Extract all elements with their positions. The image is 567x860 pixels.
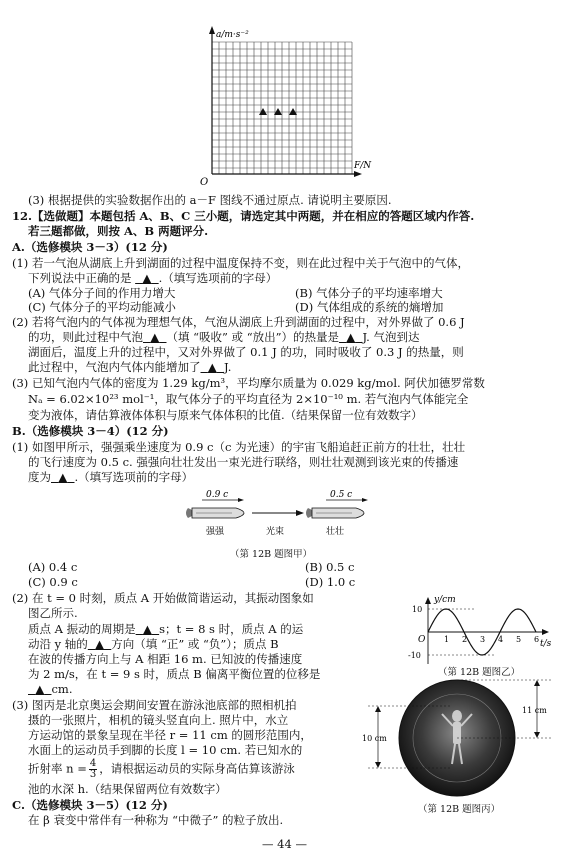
y-tick-10: 10 bbox=[412, 605, 423, 614]
origin-label: O bbox=[418, 635, 426, 645]
a1-option-a: (A) 气体分子间的作用力增大 bbox=[28, 286, 176, 300]
a2-line4: 此过程中，气泡内气体内能增加了 ▲ J. bbox=[28, 360, 232, 374]
figure-jia-caption: （第 12B 题图甲） bbox=[230, 549, 313, 560]
b1-option-a: (A) 0.4 c bbox=[28, 560, 78, 574]
x-axis-label: t/s bbox=[540, 639, 552, 649]
x-tick-label: 6 bbox=[534, 635, 540, 644]
top-graph bbox=[190, 22, 390, 192]
figure-yi-caption: （第 12B 题图乙） bbox=[438, 667, 521, 678]
figure-bing-caption: （第 12B 题图丙） bbox=[418, 804, 501, 815]
a1-option-b: (B) 气体分子的平均速率增大 bbox=[295, 286, 443, 300]
spaceship-qiangqiang bbox=[186, 508, 244, 518]
figure-bing bbox=[362, 676, 562, 801]
b1-option-d: (D) 1.0 c bbox=[305, 575, 356, 589]
b1-line2: 的飞行速度为 0.5 c. 强强向壮壮发出一束光进行联络，则壮壮观测到该光束的传播速 bbox=[28, 455, 459, 469]
b3-line2: 摄的一张照片，相机的镜头竖直向上. 照片中，水立 bbox=[28, 713, 289, 727]
b3-line4: 水面上的运动员手到脚的长度 l = 10 cm. 若已知水的 bbox=[28, 743, 303, 757]
speed-label-left: 0.9 c bbox=[206, 490, 229, 500]
b1-line1: (1) 如图甲所示，强强乘坐速度为 0.9 c（c 为光速）的宇宙飞船追赶正前方的壮壮，壮壮 bbox=[12, 440, 466, 454]
a3-line3: 变为液体，请估算液体体积与原来气体体积的比值.（结果保留一位有效数字） bbox=[28, 408, 423, 422]
b1-line3: 度为 ▲ .（填写选项前的字母） bbox=[28, 470, 194, 484]
a1-option-d: (D) 气体组成的系统的熵增加 bbox=[295, 300, 444, 314]
b1-option-c: (C) 0.9 c bbox=[28, 575, 78, 589]
y-axis-label: y/cm bbox=[434, 595, 456, 605]
b2-line4: 动沿 y 轴的 ▲ 方向（填 “正” 或 “负”）；质点 B bbox=[28, 637, 279, 651]
label-zhuangzhuang: 壮壮 bbox=[326, 527, 345, 537]
y-axis-label: a/m·s⁻² bbox=[216, 30, 249, 40]
speed-label-right: 0.5 c bbox=[330, 490, 353, 500]
radius-label: 11 cm bbox=[522, 706, 547, 715]
section-c-title: C.（选修模块 3－5）(12 分) bbox=[12, 798, 168, 812]
label-beam: 光束 bbox=[266, 527, 285, 537]
a2-line2: 的功，则此过程中气泡 ▲ （填 “吸收” 或 “放出”）的热量是 ▲ J. 气泡到达 bbox=[28, 330, 420, 344]
b2-line3: 质点 A 振动的周期是 ▲ s；t = 8 s 时，质点 A 的运 bbox=[28, 622, 304, 636]
origin-label: O bbox=[200, 177, 209, 188]
x-tick-label: 1 bbox=[444, 635, 450, 644]
section-b-title: B.（选修模块 3－4）(12 分) bbox=[12, 424, 169, 438]
b2-line1: (2) 在 t = 0 时刻，质点 A 开始做简谐运动，其振动图象如 bbox=[12, 591, 314, 605]
label-qiangqiang: 强强 bbox=[206, 527, 225, 537]
answer-blank: ▲ bbox=[142, 271, 152, 285]
y-tick-neg10: -10 bbox=[408, 651, 421, 660]
b3-line3: 方运动馆的景象呈现在半径 r = 11 cm 的圆形范围内， bbox=[28, 728, 312, 742]
a1-line1: (1) 若一气泡从湖底上升到湖面的过程中温度保持不变，则在此过程中关于气泡中的气体， bbox=[12, 256, 469, 270]
data-point bbox=[259, 108, 267, 115]
length-label: 10 cm bbox=[362, 734, 387, 743]
page-number: — 44 — bbox=[262, 837, 307, 851]
figure-yi bbox=[406, 594, 556, 670]
a2-line1: (2) 若将气泡内的气体视为理想气体，气泡从湖底上升到湖面的过程中，对外界做了 0.6 J bbox=[12, 315, 465, 329]
y-axis-arrow bbox=[209, 26, 215, 34]
spaceship-zhuangzhuang bbox=[306, 508, 364, 518]
a3-line2: Nₐ = 6.02×10²³ mol⁻¹，取气体分子的平均直径为 2×10⁻¹⁰ m. 若气泡内气体能完全 bbox=[28, 392, 469, 406]
x-tick-label: 2 bbox=[462, 635, 468, 644]
x-axis-arrow bbox=[354, 171, 362, 177]
fraction-4-3: $\frac{4}{3}$ bbox=[89, 758, 97, 780]
b3-line6: 池的水深 h.（结果保留两位有效数字） bbox=[28, 782, 227, 796]
c-line1: 在 β 衰变中常伴有一种称为 “中微子” 的粒子放出. bbox=[28, 813, 284, 827]
b2-line5: 在波的传播方向上与 A 相距 16 m. 已知波的传播速度 bbox=[28, 652, 303, 666]
q12-header-line2: 若三题都做，则按 A、B 两题评分. bbox=[28, 224, 209, 238]
b2-line6: 为 2 m/s，在 t = 9 s 时，质点 B 偏离平衡位置的位移是 bbox=[28, 667, 321, 681]
x-tick-label: 4 bbox=[498, 635, 504, 644]
section-a-title: A.（选修模块 3－3）(12 分) bbox=[12, 240, 168, 254]
a1-line2: 下列说法中正确的是 ▲ .（填写选项前的字母） bbox=[28, 271, 278, 285]
figure-jia bbox=[180, 486, 420, 544]
x-axis-label: F/N bbox=[354, 161, 372, 171]
a1-option-c: (C) 气体分子的平均动能减小 bbox=[28, 300, 176, 314]
b3-line5: 折射率 n = $\frac{4}{3}$ ，请根据运动员的实际身高估算该游泳 bbox=[28, 758, 295, 780]
b2-line2: 图乙所示. bbox=[28, 606, 78, 620]
x-tick-label: 5 bbox=[516, 635, 522, 644]
b2-line7: ▲ cm. bbox=[35, 682, 73, 696]
q12-header-line1: 12.【选做题】本题包括 A、B、C 三小题，请选定其中两题，并在相应的答题区域内作答. bbox=[12, 209, 475, 223]
b1-option-b: (B) 0.5 c bbox=[305, 560, 355, 574]
b3-line1: (3) 图丙是北京奥运会期间安置在游泳池底部的照相机拍 bbox=[12, 698, 297, 712]
question-3-text: (3) 根据提供的实验数据作出的 a－F 图线不通过原点. 请说明主要原因. bbox=[28, 193, 392, 207]
a2-line3: 湖面后，温度上升的过程中，又对外界做了 0.1 J 的功，同时吸收了 0.3 J 的热量，则 bbox=[28, 345, 464, 359]
a3-line1: (3) 已知气泡内气体的密度为 1.29 kg/m³，平均摩尔质量为 0.029 kg/mol. 阿伏加德罗常数 bbox=[12, 376, 485, 390]
x-tick-label: 3 bbox=[480, 635, 486, 644]
